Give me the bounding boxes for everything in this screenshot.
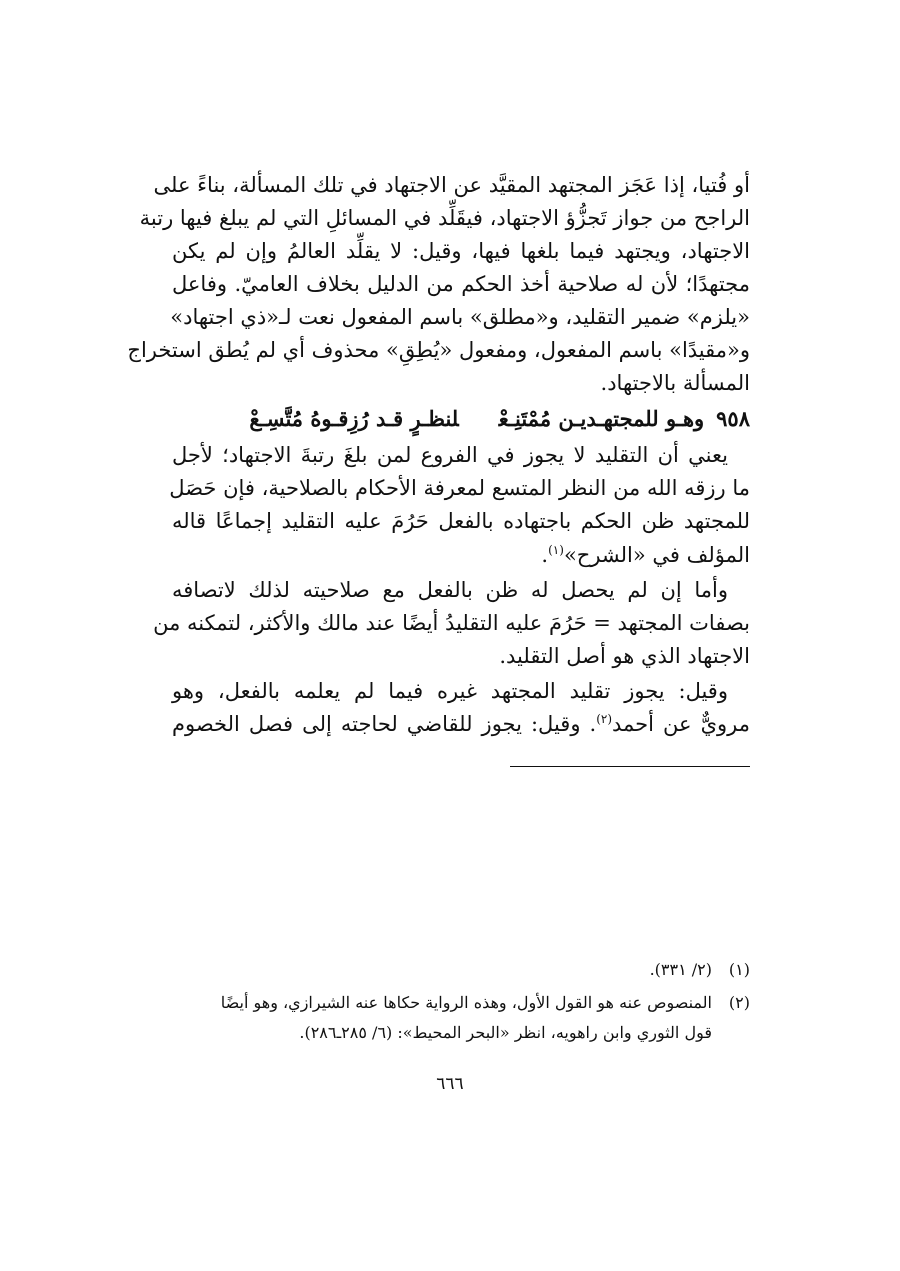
footnote-text: (٢/ ٣٣١). <box>649 960 712 979</box>
text-line: وقيل: يجوز تقليد المجتهد غيره فيما لم يعلمه بالفعل، وهو <box>172 679 728 703</box>
line-text: مرويٌّ عن أحمد <box>612 712 750 736</box>
text-line: يعني أن التقليد لا يجوز في الفروع لمن بلغَ رتبةَ الاجتهاد؛ لأجل <box>172 443 728 467</box>
text-line <box>172 540 750 570</box>
text-line: مجتهدًا؛ لأن له صلاحية أخذ الحكم من الدليل بخلاف العاميّ. وفاعل <box>172 272 750 296</box>
line-text: . وقيل: يجوز للقاضي لحاجته إلى فصل الخصوم <box>172 712 597 736</box>
line-text: المؤلف في «الشرح» <box>563 543 750 567</box>
text-line: و«مقيدًا» باسم المفعول، ومفعول «يُطِقِ» محذوف أي لم يُطق استخراج <box>127 338 750 362</box>
text-line <box>172 709 750 739</box>
text-line: للمجتهد ظن الحكم باجتهاده بالفعل حَرُمَ عليه التقليد إجماعًا قاله <box>172 509 750 533</box>
text-line: ما رزقه الله من النظر المتسع لمعرفة الأحكام بالصلاحية، فإن حَصَل <box>169 476 750 500</box>
footnote-marker: (١) <box>728 960 750 979</box>
verse-hemistich-1: وهـو للمجتهـديـن مُمْتَنِـعْ <box>498 406 705 431</box>
page-number: ٦٦٦ <box>436 1074 464 1094</box>
text-line: الراجح من جواز تَجزُّؤ الاجتهاد، فيقَلِّد في المسائلِ التي لم يبلغ فيها رتبة <box>139 206 750 230</box>
footnote-ref[interactable]: (٢) <box>596 712 613 726</box>
verse-number: ٩٥٨ <box>716 406 750 431</box>
verse-hemistich-2: لنظـرٍ قـد رُزِقـوهُ مُتَّسِـعْ <box>249 406 459 431</box>
text-line: أو فُتيا، إذا عَجَز المجتهد المقيَّد عن الاجتهاد في تلك المسألة، بناءً على <box>153 173 750 197</box>
text-line: الاجتهاد، ويجتهد فيما بلغها فيها، وقيل: لا يقلِّد العالمُ وإن لم يكن <box>172 239 750 263</box>
text-line: بصفات المجتهد = حَرُمَ عليه التقليدُ أيضًا عند مالك والأكثر، لتمكنه من <box>153 611 750 635</box>
line-end: . <box>541 543 549 567</box>
text-line: المسألة بالاجتهاد. <box>600 371 750 395</box>
footnote-2-continued: قول الثوري وابن راهويه، انظر «البحر المحيط»: (٦/ ٢٨٥ـ٢٨٦). <box>299 1023 712 1042</box>
footnote-divider <box>510 766 750 767</box>
text-line: وأما إن لم يحصل له ظن بالفعل مع صلاحيته لذلك لاتصافه <box>172 578 728 602</box>
text-line: «يلزم» ضمير التقليد، و«مطلق» باسم المفعول نعت لـ«ذي اجتهاد» <box>170 305 750 329</box>
footnote-ref[interactable]: (١) <box>548 543 564 557</box>
text-line: الاجتهاد الذي هو أصل التقليد. <box>499 644 750 668</box>
footnote-2 <box>172 990 750 1016</box>
verse-line <box>172 404 750 434</box>
footnote-1 <box>172 957 750 983</box>
footnote-text: المنصوص عنه هو القول الأول، وهذه الرواية حكاها عنه الشيرازي، وهو أيضًا <box>220 993 712 1012</box>
footnote-marker: (٢) <box>728 993 750 1012</box>
